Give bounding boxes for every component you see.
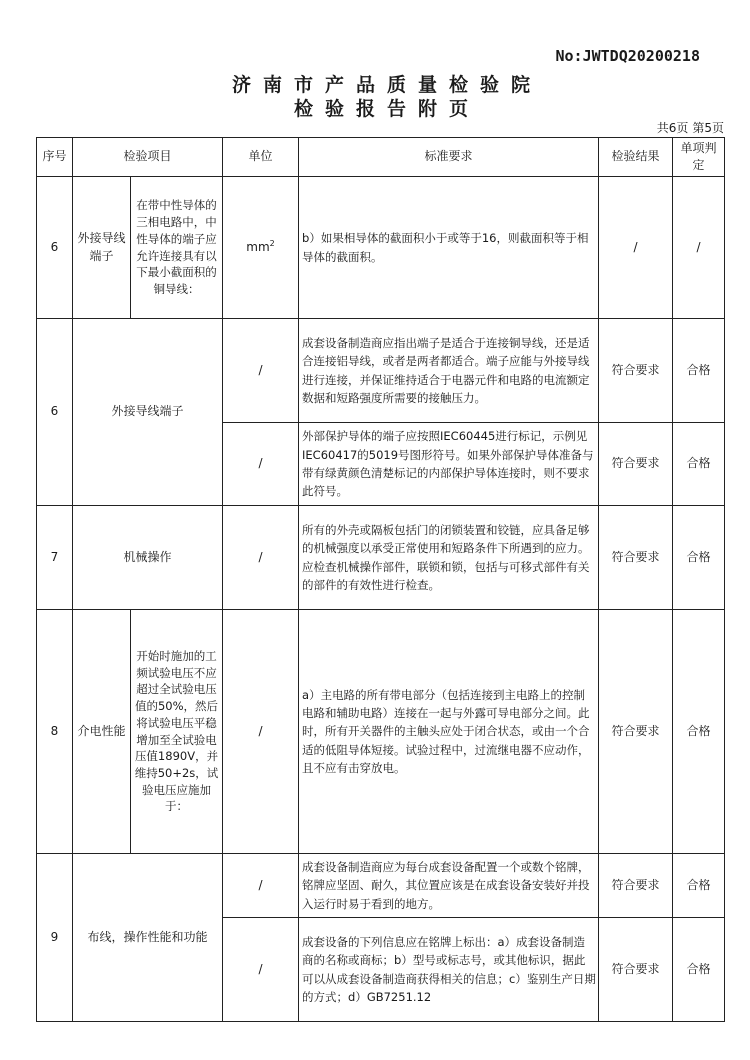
row-result: 符合要求 [599, 854, 673, 918]
row-judgement: 合格 [673, 506, 725, 610]
unit-superscript: 2 [269, 239, 275, 249]
row-sub-item: 开始时施加的工频试验电压不应超过全试验电压值的50%，然后将试验电压平稳增加至全试验电压值1890V，并维持50+2s，试验电压应施加于： [131, 610, 223, 854]
row-result: 符合要求 [599, 610, 673, 854]
row-item: 介电性能 [73, 610, 131, 854]
report-number: No:JWTDQ20200218 [555, 47, 700, 65]
row-seq: 6 [37, 177, 73, 319]
row-unit: / [223, 610, 299, 854]
row-unit: / [223, 423, 299, 506]
current-page: 第5页 [692, 121, 724, 135]
table-row [37, 610, 725, 854]
row-standard: 所有的外壳或隔板包括门的闭锁装置和铰链，应具备足够的机械强度以承受正常使用和短路条件下所遇到的应力。应检查机械操作部件，联锁和锁，包括与可移式部件有关的部件的有效性进行检查。 [299, 506, 599, 610]
report-subtitle: 检验报告附页 [293, 98, 480, 120]
table-row [37, 177, 725, 319]
row-unit [223, 177, 299, 319]
row-judgement: 合格 [673, 610, 725, 854]
unit-base: mm [246, 240, 270, 255]
page-info [520, 119, 724, 136]
inspection-table [36, 137, 725, 1022]
row-standard: 成套设备制造商应指出端子是适合于连接铜导线，还是适合连接铝导线，或者是两者都适合。端子应能与外接导线进行连接，并保证维持适合于电器元件和电路的电流额定数据和短路强度所需要的接触压力。 [299, 319, 599, 423]
row-seq: 9 [37, 854, 73, 1022]
row-result: 符合要求 [599, 506, 673, 610]
row-unit: / [223, 506, 299, 610]
row-judgement: 合格 [673, 854, 725, 918]
row-seq: 8 [37, 610, 73, 854]
row-unit: / [223, 319, 299, 423]
col-header-unit: 单位 [223, 138, 299, 177]
row-item: 布线，操作性能和功能 [73, 854, 223, 1022]
row-item: 外接导线端子 [73, 319, 223, 506]
row-item: 机械操作 [73, 506, 223, 610]
row-unit: / [223, 918, 299, 1022]
table-row [37, 319, 725, 423]
row-standard: b）如果相导体的截面积小于或等于16，则截面积等于相导体的截面积。 [299, 177, 599, 319]
row-result: / [599, 177, 673, 319]
row-seq: 6 [37, 319, 73, 506]
table-row [37, 506, 725, 610]
row-result: 符合要求 [599, 918, 673, 1022]
row-result: 符合要求 [599, 319, 673, 423]
col-header-result: 检验结果 [599, 138, 673, 177]
row-unit: / [223, 854, 299, 918]
row-seq: 7 [37, 506, 73, 610]
row-standard: a）主电路的所有带电部分（包括连接到主电路上的控制电路和辅助电路）连接在一起与外露可导电部分之间。此时，所有开关器件的主触头应处于闭合状态，或由一个合适的低阻导体短接。试验过程中，过流继电器不应动作，且不应有击穿放电。 [299, 610, 599, 854]
row-result: 符合要求 [599, 423, 673, 506]
col-header-item: 检验项目 [73, 138, 223, 177]
row-standard: 成套设备制造商应为每台成套设备配置一个或数个铭牌，铭牌应坚固、耐久，其位置应该是在成套设备安装好并投入运行时易于看到的地方。 [299, 854, 599, 918]
col-header-judgement: 单项判定 [673, 138, 725, 177]
row-item: 外接导线端子 [73, 177, 131, 319]
table-header-row [37, 138, 725, 177]
institute-title: 济南市产品质量检验院 [231, 74, 542, 96]
total-pages: 共6页 [656, 121, 689, 135]
col-header-seq: 序号 [37, 138, 73, 177]
col-header-standard: 标准要求 [299, 138, 599, 177]
row-judgement: 合格 [673, 423, 725, 506]
row-standard: 成套设备的下列信息应在铭牌上标出：a）成套设备制造商的名称或商标；b）型号或标志号，或其他标识，据此可以从成套设备制造商获得相关的信息；c）鉴别生产日期的方式；d）GB7251.12 [299, 918, 599, 1022]
table-row [37, 854, 725, 918]
row-judgement: 合格 [673, 918, 725, 1022]
row-judgement: / [673, 177, 725, 319]
row-sub-item: 在带中性导体的三相电路中，中性导体的端子应允许连接具有以下最小截面积的铜导线： [131, 177, 223, 319]
row-judgement: 合格 [673, 319, 725, 423]
row-standard: 外部保护导体的端子应按照IEC60445进行标记，示例见IEC60417的5019号图形符号。如果外部保护导体准备与带有绿黄颜色清楚标记的内部保护导体连接时，则不要求此符号。 [299, 423, 599, 506]
